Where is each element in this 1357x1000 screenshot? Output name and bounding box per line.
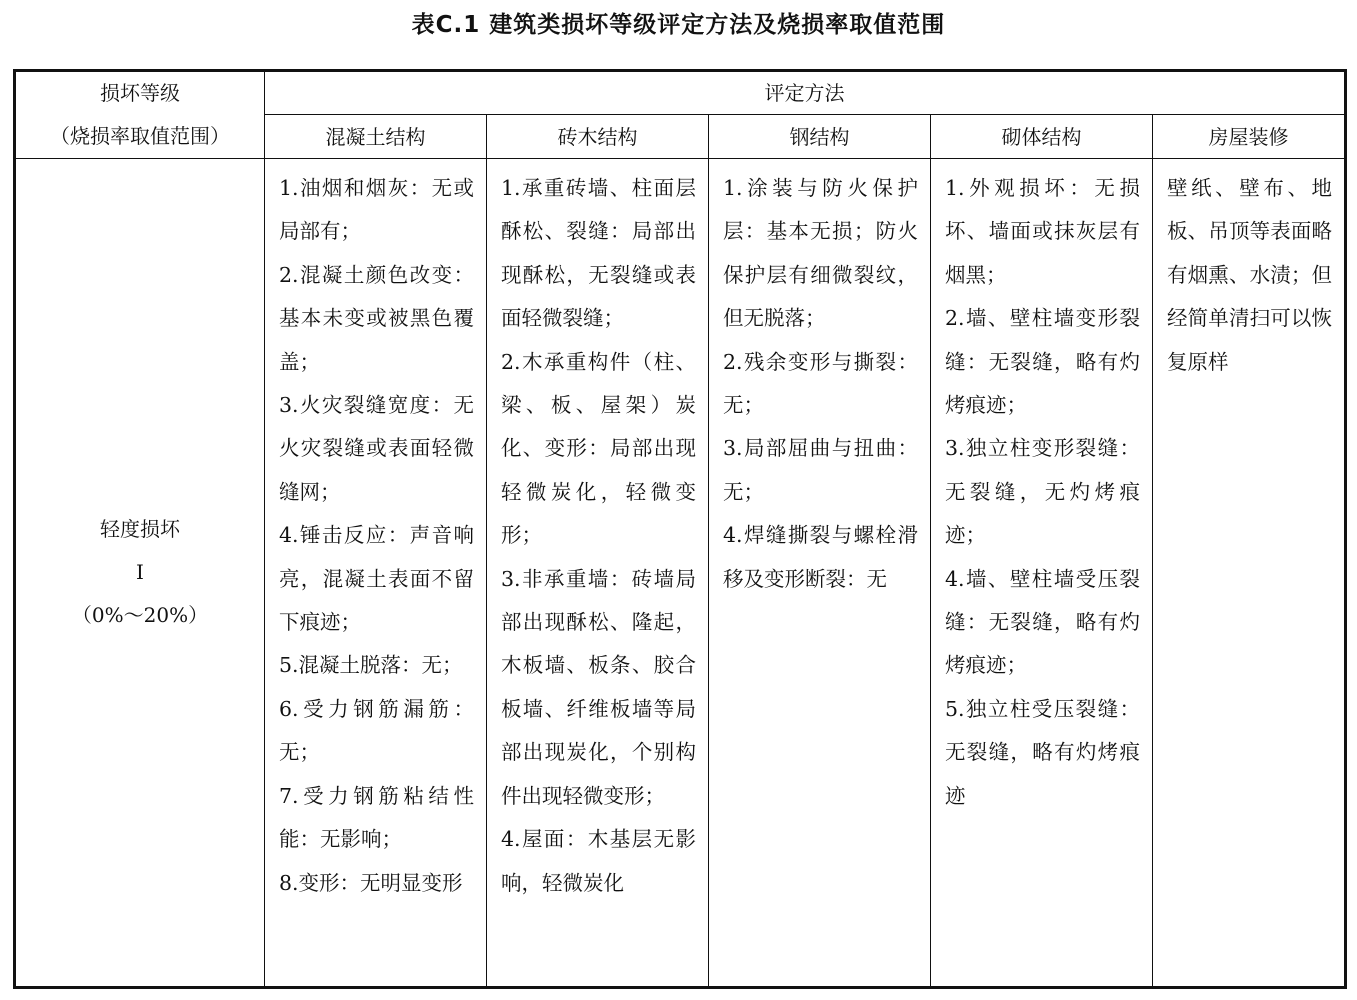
damage-level-cell: [15, 159, 265, 988]
header-column-masonry: 砌体结构: [931, 115, 1153, 159]
header-column-brickwood: 砖木结构: [487, 115, 709, 159]
header-level-range-label: （烧损率取值范围）: [50, 124, 230, 148]
decoration-text: 壁纸、壁布、地板、吊顶等表面略有烟熏、水渍；但经简单清扫可以恢复原样: [1167, 176, 1333, 374]
concrete-item: 4.锤击反应：声音响亮，混凝土表面不留下痕迹；: [279, 523, 474, 635]
header-column-concrete: 混凝土结构: [265, 115, 487, 159]
damage-grade-table: [13, 69, 1347, 989]
masonry-item: 5.独立柱受压裂缝：无裂缝，略有灼烤痕迹: [945, 696, 1140, 808]
brickwood-item: 3.非承重墙：砖墙局部出现酥松、隆起，木板墙、板条、胶合板墙、纤维板墙等局部出现炭化，个别构件出现轻微变形；: [501, 566, 696, 808]
table-row: [15, 159, 1346, 988]
brickwood-item: 1.承重砖墙、柱面层酥松、裂缝：局部出现酥松，无裂缝或表面轻微裂缝；: [501, 176, 696, 331]
concrete-structure-cell: [265, 159, 487, 988]
steel-item: 4.焊缝撕裂与螺栓滑移及变形断裂：无: [723, 523, 918, 591]
header-level-label: 损坏等级: [100, 81, 180, 105]
concrete-item: 5.混凝土脱落：无；: [279, 653, 463, 678]
masonry-item: 4.墙、壁柱墙受压裂缝：无裂缝，略有灼烤痕迹；: [945, 566, 1140, 678]
level-name: 轻度损坏: [100, 517, 180, 541]
level-burn-rate-range: （0%～20%）: [71, 603, 209, 627]
masonry-item: 1.外观损坏：无损坏、墙面或抹灰层有烟黑；: [945, 176, 1140, 287]
concrete-item: 3.火灾裂缝宽度：无火灾裂缝或表面轻微缝网；: [279, 393, 474, 504]
steel-item: 1.涂装与防火保护层：基本无损；防火保护层有细微裂纹，但无脱落；: [723, 176, 918, 331]
concrete-item: 8.变形：无明显变形: [279, 870, 463, 895]
table-title: 表C.1 建筑类损坏等级评定方法及烧损率取值范围: [411, 12, 946, 38]
steel-item: 3.局部屈曲与扭曲：无；: [723, 436, 918, 504]
concrete-item: 6.受力钢筋漏筋：无；: [279, 696, 474, 765]
concrete-item: 1.油烟和烟灰：无或局部有；: [279, 176, 474, 244]
header-column-decoration: 房屋装修: [1153, 115, 1346, 159]
decoration-cell: [1153, 159, 1346, 988]
masonry-item: 3.独立柱变形裂缝：无裂缝，无灼烤痕迹；: [945, 436, 1140, 548]
level-roman-numeral: Ⅰ: [136, 560, 144, 584]
header-evaluation-method: 评定方法: [265, 71, 1346, 115]
header-damage-level: [15, 71, 265, 159]
steel-structure-cell: [709, 159, 931, 988]
brickwood-structure-cell: [487, 159, 709, 988]
steel-item: 2.残余变形与撕裂：无；: [723, 349, 918, 418]
concrete-item: 2.混凝土颜色改变：基本未变或被黑色覆盖；: [279, 262, 474, 374]
header-column-steel: 钢结构: [709, 115, 931, 159]
brickwood-item: 4.屋面：木基层无影响，轻微炭化: [501, 827, 696, 895]
masonry-structure-cell: [931, 159, 1153, 988]
brickwood-item: 2.木承重构件（柱、梁、板、屋架）炭化、变形：局部出现轻微炭化，轻微变形；: [501, 349, 696, 548]
masonry-item: 2.墙、壁柱墙变形裂缝：无裂缝，略有灼烤痕迹；: [945, 306, 1140, 418]
concrete-item: 7.受力钢筋粘结性能：无影响；: [279, 783, 474, 852]
